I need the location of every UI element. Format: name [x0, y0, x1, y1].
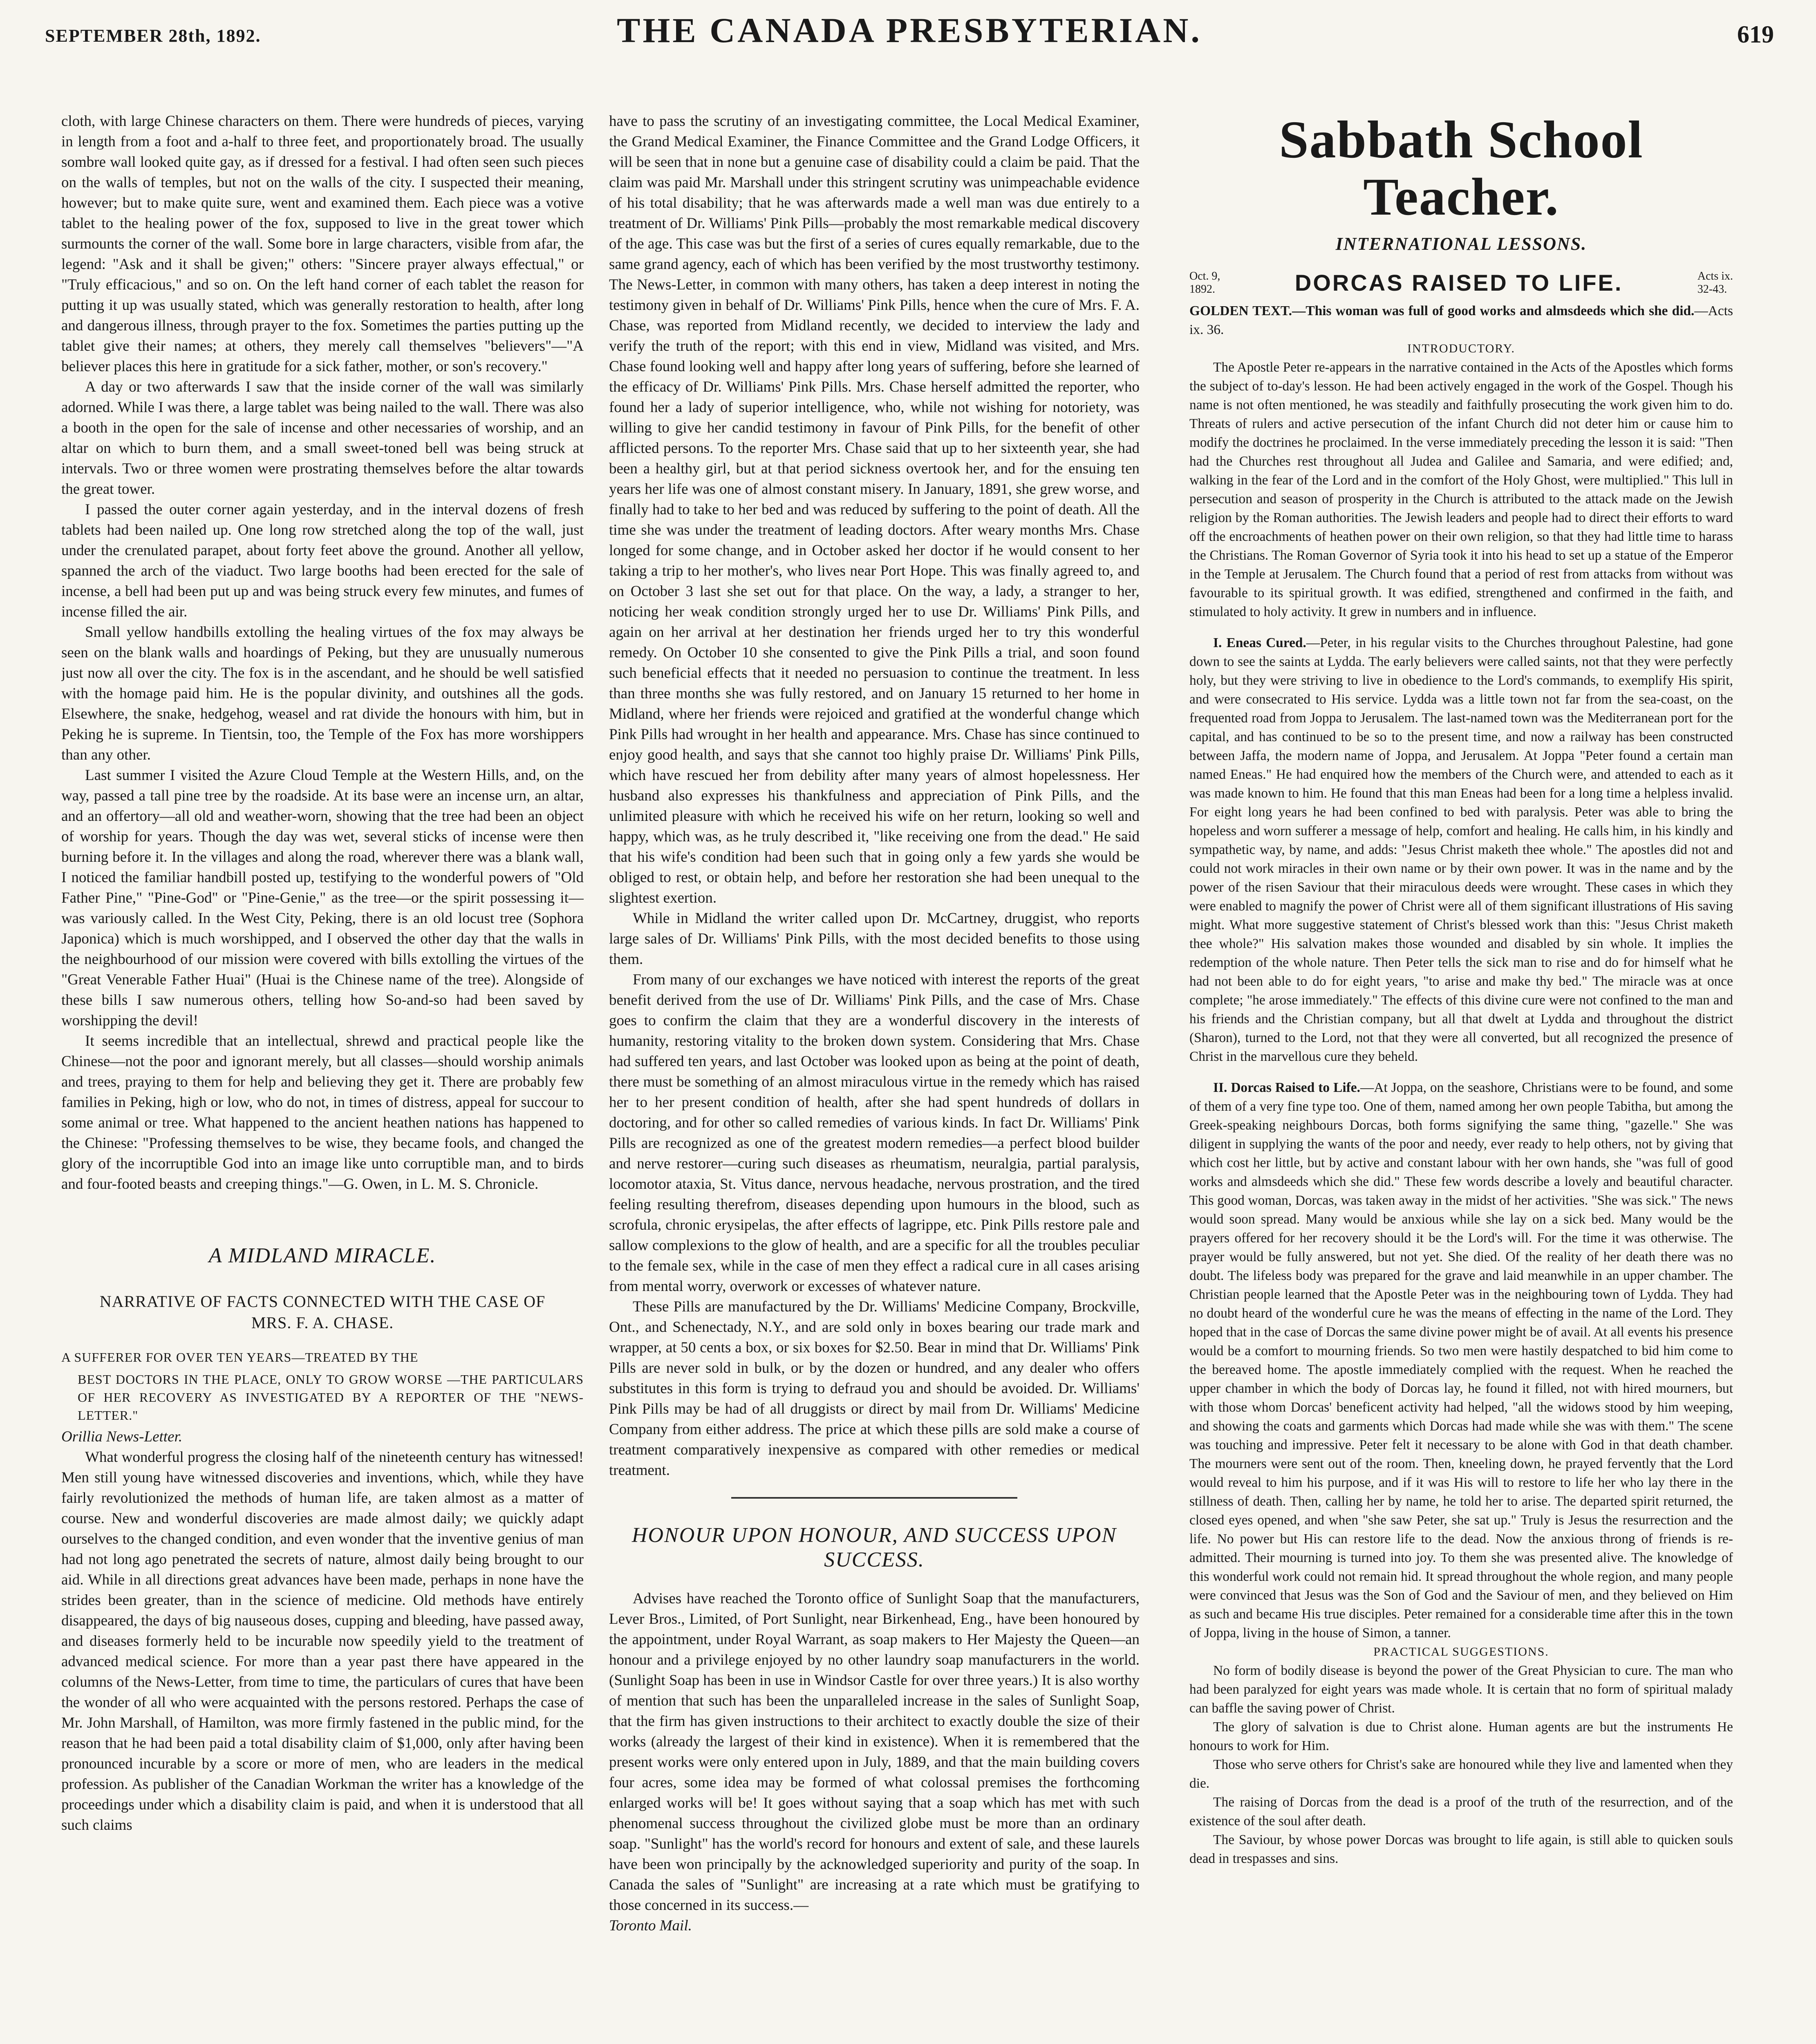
page-number: 619 — [1737, 21, 1774, 48]
issue-date: SEPTEMBER 28th, 1892. — [45, 26, 261, 46]
lesson-section-heading: II. Dorcas Raised to Life. — [1213, 1080, 1360, 1095]
lesson-date-line: Oct. 9, — [1189, 270, 1220, 282]
section-divider — [731, 1497, 1017, 1499]
suggestion-paragraph: The Saviour, by whose power Dorcas was brought to life again, is still able to quicken souls dead in trespasses and sins. — [1189, 1832, 1733, 1866]
lesson-reference-line: Acts ix. — [1697, 270, 1733, 282]
introductory-heading: INTRODUCTORY. — [1407, 342, 1516, 355]
article-deck: BEST DOCTORS IN THE PLACE, ONLY TO GROW WORSE —THE PARTICULARS OF HER RECOVERY AS INVESTIGATED BY A REPORTER OF THE "NEWS-LETTER." — [78, 1372, 584, 1423]
newspaper-title: THE CANADA PRESBYTERIAN. — [617, 11, 1202, 50]
article-paragraph: cloth, with large Chinese characters on them. There were hundreds of pieces, varying in length from a foot and a-half to three feet, and proportionately broad. The usually sombre wall looked quite gay, as if dressed for a festival. I had often seen such pieces on the walls of temples, but not on the walls of the city. I suspected their meaning, however; but to make quite sure, went and examined them. Each piece was a votive tablet to the healing power of the fox, supposed to live in the great tower which surmounts the corner of the wall. Some bore in large characters, visible from afar, the legend: "Ask and it shall be given;" others: "Sincere prayer always effectual," or "Truly efficacious," and so on. On the left hand corner of each tablet the reason for putting it up was usually stated, which was generally restoration to health, after long and dangerous illness, through prayer to the fox. Sometimes the parties putting up the tablet give their names; at others, they merely call themselves "believers"—"A believer places this here in gratitude for a sick father, mother, or son's recovery." — [61, 113, 584, 375]
suggestion-paragraph: No form of bodily disease is beyond the power of the Great Physician to cure. The man who had been paralyzed for eight years was made whole. It is certain that no form of spiritual malady can baffle the saving power of Christ. — [1189, 1663, 1733, 1716]
practical-suggestions-heading: PRACTICAL SUGGESTIONS. — [1373, 1645, 1549, 1659]
article-paragraph: have to pass the scrutiny of an investigating committee, the Local Medical Examiner, the Grand Medical Examiner, the Finance Committee and the Grand Lodge Officers, it will be seen that in none but a genuine case of disability could a claim be paid. That the claim was paid Mr. Marshall under this stringent scrutiny was unimpeachable evidence of his total disability; that he was afterwards made a well man was due entirely to a treatment of Dr. Williams' Pink Pills—probably the most remarkable medical discovery of the age. This case was but the first of a series of cures equally remarkable, due to the same grand agency, each of which has been verified by the most trustworthy testimony. The News-Letter, in common with many others, has taken a deep interest in noting the testimony given in behalf of Dr. Williams' Pink Pills, hence when the cure of Mrs. F. A. Chase, was reported from Midland recently, we decided to interview the lady and verify the truth of the report; with this end in view, Midland was visited, and Mrs. Chase found looking well and happy after long years of suffering, before she learned of the efficacy of Dr. Williams' Pink Pills. Mrs. Chase herself admitted the reporter, who found her a lady of superior intelligence, who, while not wishing for notoriety, was willing to give her candid testimony in favour of Pink Pills, for the benefit of other afflicted persons. To the reporter Mrs. Chase said that up to her sixteenth year, she had been a healthy girl, but at that period sickness overtook her, and for the ensuing ten years her life was one of almost constant misery. In January, 1891, she grew worse, and finally had to take to her bed and was reduced by suffering to the point of death. All the time she was under the treatment of leading doctors. After weary months Mrs. Chase longed for some change, and in October asked her doctor if he would consent to her taking a trip to her mother's, who lives near Port Hope. This was finally agreed to, and on October 3 last she set out for that place. On the way, a lady, a stranger to her, noticing her weak condition strongly urged her to use Dr. Williams' Pink Pills, and again on her arrival at her destination her friends urged her to try this wonderful remedy. On October 10 she consented to give the Pink Pills a trial, and soon found such beneficial effects that it needed no persuasion to continue the treatment. In less than three months she was fully restored, and on January 15 returned to her home in Midland, where her friends were rejoiced and gratified at the wonderful change which Pink Pills had wrought in her health and appearance. Mrs. Chase has since continued to enjoy good health, and says that she cannot too highly praise Dr. Williams' Pink Pills, which have rescued her from debility after many years of almost hopelessness. Her husband also expresses his thankfulness and appreciation of Pink Pills, and the unlimited pleasure with which he received his wife on her return, looking so well and happy, which was, as he truly described it, "like receiving one from the dead." He said that his wife's condition had been such that in going only a few yards she would be obliged to rest, or obtain help, and before her restoration she had been unequal to the slightest exertion. — [609, 113, 1140, 906]
midland-miracle-heading: A MIDLAND MIRACLE. — [208, 1244, 437, 1267]
lesson-title: DORCAS RAISED TO LIFE. — [1294, 270, 1623, 296]
article-paragraph: Last summer I visited the Azure Cloud Temple at the Western Hills, and, on the way, passed a tall pine tree by the roadside. At its base were an incense urn, an altar, and an offertory—all old and weather-worn, showing that the tree had been an object of worship for years. Though the day was wet, several sticks of incense were then burning before it. In the villages and along the road, wherever there was a blank wall, I noticed the familiar handbill posted up, testifying to the wonderful powers of "Old Father Pine," "Pine-God" or "Pine-Genie," as the tree—or the spirit possessing it—was variously called. In the West City, Peking, there is an old locust tree (Sophora Japonica) which is much worshipped, and I observed the other day that the walls in the neighbourhood of our mission were covered with bills extolling the virtues of the "Great Venerable Father Huai" (Huai is the Chinese name of the tree). Alongside of these bills I saw numerous others, telling how So-and-so had been saved by worshipping the devil! — [61, 767, 584, 1029]
lesson-section-eneas — [1189, 634, 1733, 1066]
section-subheading: INTERNATIONAL LESSONS. — [1335, 234, 1587, 254]
article-paragraph: While in Midland the writer called upon Dr. McCartney, druggist, who reports large sales of Dr. Williams' Pink Pills, with the most decided benefits to those using them. — [609, 910, 1140, 968]
lesson-title-row — [1189, 270, 1733, 296]
article-paragraph: Small yellow handbills extolling the healing virtues of the fox may always be seen on the blank walls and hoardings of Peking, but they are unusually numerous just now all over the city. The fox is in the ascendant, and he should be well satisfied with the homage paid him. He is the popular divinity, and outshines all the gods. Elsewhere, the snake, hedgehog, weasel and rat divide the honours with him, but in Peking he is supreme. In Tientsin, too, the Temple of the Fox has more worshippers than any other. — [61, 624, 584, 763]
midland-miracle-subheading — [61, 1291, 584, 1334]
column-middle — [609, 111, 1140, 2044]
subheading-line: MRS. F. A. CHASE. — [251, 1313, 394, 1332]
golden-text — [1189, 302, 1733, 339]
page-header — [45, 6, 1774, 63]
subheading-line: NARRATIVE OF FACTS CONNECTED WITH THE CASE OF — [99, 1292, 546, 1311]
golden-text-reference: —Acts ix. 36. — [1189, 303, 1733, 337]
lesson-reference-line: 32-43. — [1697, 283, 1727, 296]
suggestion-paragraph: The raising of Dorcas from the dead is a proof of the truth of the resurrection, and of the existence of the soul after death. — [1189, 1795, 1733, 1829]
lesson-reference — [1697, 270, 1733, 296]
article-paragraph: From many of our exchanges we have noticed with interest the reports of the great benefit derived from the use of Dr. Williams' Pink Pills, and the case of Mrs. Chase goes to confirm the claim that they are a wonderful discovery in the interests of humanity, restoring vitality to the broken down system. Considering that Mrs. Chase had suffered ten years, and last October was looked upon as being at the point of death, there must be something of an almost miraculous virtue in the remedy which has raised her to her present condition of health, after she had spent hundreds of dollars in doctoring, and for other so called remedies of various kinds. In fact Dr. Williams' Pink Pills are recognized as one of the greatest modern remedies—a perfect blood builder and nerve restorer—curing such diseases as rheumatism, neuralgia, partial paralysis, locomotor ataxia, St. Vitus dance, nervous headache, nervous prostration, and the tired feeling resulting therefrom, diseases depending upon humours in the blood, such as scrofula, chronic erysipelas, the after effects of lagrippe, etc. Pink Pills restore pale and sallow complexions to the glow of health, and are a specific for all the troubles peculiar to the female sex, while in the case of men they effect a radical cure in all cases arising from mental worry, overwork or excesses of whatever nature. — [609, 971, 1140, 1295]
article-paragraph: What wonderful progress the closing half of the nineteenth century has witnessed! Men still young have witnessed discoveries and inventions, which, while they have fairly revolutionized the methods of human life, are taken almost as a matter of course. New and wonderful discoveries are made almost daily; we quickly adapt ourselves to the changed condition, and even wonder that the inventive genius of man had not long ago penetrated the secrets of nature, almost daily being brought to our aid. While in all directions great advances have been made, perhaps in none have the strides been greater, than in the science of medicine. Old methods have entirely disappeared, the days of big nauseous doses, cupping and bleeding, have passed away, and diseases formerly held to be incurable now speedily yield to the treatment of advanced medical science. For more than a year past there have appeared in the columns of the News-Letter, from time to time, the particulars of cures that have been the wonder of all who were acquainted with the persons restored. Perhaps the case of Mr. John Marshall, of Hamilton, was more firmly fastened in the public mind, for the reason that he had been paid a total disability claim of $1,000, only after having been pronounced incurable by a score or more of men, who are leaders in the medical profession. As publisher of the Canadian Workman the writer has a knowledge of the proceedings under which a disability claim is paid, and when it is understood that all such claims — [61, 1449, 584, 1833]
lesson-paragraph: The Apostle Peter re-appears in the narrative contained in the Acts of the Apostles which forms the subject of to-day's lesson. He had been actively engaged in the work of the Gospel. Though his name is not often mentioned, he was steadily and faithfully prosecuting the work given him to do. Threats of rulers and active persecution of the infant Church did not deter him or cause him to modify the doctrines he proclaimed. In the verse immediately preceding the lesson it is said: "Then had the Churches rest throughout all Judea and Galilee and Samaria, and were edified; and, walking in the fear of the Lord and in the comfort of the Holy Ghost, were multiplied." This lull in persecution and season of prosperity in the Church is attributed to the attack made on the Jewish religion by the Roman authorities. The Jewish leaders and people had to direct their efforts to ward off the encroachments of heathen power on their own religion, so that they had little time to harass the Christians. The Roman Governor of Syria took it into his head to set up a statue of the Emperor in the Temple at Jerusalem. The Church found that a period of rest from attacks from without was favourable to its spiritual growth. It was edified, strengthened and confirmed in the faith, and stimulated to holy activity. It grew in numbers and in influence. — [1189, 360, 1733, 619]
column-left — [61, 111, 584, 2044]
article-paragraph: I passed the outer corner again yesterday, and in the interval dozens of fresh tablets had been nailed up. One long row stretched along the top of the wall, just under the crenulated parapet, about forty feet above the ground. Another all yellow, spanned the arch of the viaduct. Two large booths had been erected for the sale of incense, a bell had been put up and was being struck every few minutes, and fumes of incense filled the air. — [61, 501, 584, 620]
lesson-section-text: —At Joppa, on the seashore, Christians were to be found, and some of them of a very fine type too. One of them, named among her own people Tabitha, but among the Greek-speaking neighbours Dorcas, both forms signifying the same thing, "gazelle." She was diligent in supplying the wants of the poor and needy, ever ready to help others, not by giving that which cost her little, but by active and constant labour with her own hands, she "was full of good works and almsdeeds which she did." These few words describe a lovely and beautiful character. This good woman, Dorcas, was taken away in the midst of her activities. "She was sick." The news would soon spread. Many would be anxious while she lay on a sick bed. Many would be the prayers offered for her recovery should it be the Lord's will. For the time it was otherwise. The prayer would be fully answered, but not yet. She died. Of the reality of her death there was no doubt. The lifeless body was prepared for the grave and laid meanwhile in an upper chamber. The Christian people learned that the Apostle Peter was in the neighbouring town of Lydda. They had no doubt heard of the wonderful cure he was the means of effecting in the name of the Lord. They hoped that in the case of Dorcas the same divine power might be of avail. At all events his presence would be a comfort to mourning friends. So two men were hastily despatched to bid him come to the bereaved home. The apostle immediately complied with the request. When he reached the upper chamber in which the body of Dorcas lay, he found it filled, not with hired mourners, but with those whom Dorcas' beneficent activity had helped, "all the widows stood by him weeping, and showing the coats and garments which Dorcas had made while she was with them." The scene was touching and impressive. Peter felt it necessary to be alone with God in that death chamber. The mourners were sent out of the room. Then, kneeling down, he prayed fervently that the Lord would reveal to him his purpose, and if it was His will to restore to life her who lay there in the stillness of death. Then, calling her by name, he told her to arise. The departed spirit returned, the closed eyes opened, and when "she saw Peter, she sat up." Truly is Jesus the resurrection and the life. No power but His can restore life to the dead. Now the anxious throng of friends is re-admitted. Their mourning is turned into joy. To them she was presented alive. The knowledge of this wonderful work could not remain hid. It spread throughout the whole region, and many people were convinced that Jesus was the Son of God and the Saviour of men, and they believed on Him as such and became His true disciples. Peter remained for a considerable time after this in the town of Joppa, living in the house of Simon, a tanner. — [1189, 1080, 1733, 1641]
lesson-date-line: 1892. — [1189, 283, 1215, 296]
article-paragraph: It seems incredible that an intellectual, shrewd and practical people like the Chinese—not the poor and ignorant merely, but all classes—should worship animals and trees, praying to them for help and believing they get it. There are probably few families in Peking, high or low, who do not, in times of distress, appeal for succour to some animal or tree. What happened to the ancient heathen nations has happened to the Chinese: "Professing themselves to be wise, they became fools, and changed the glory of the incorruptible God into an image like unto corruptible man, and to birds and four-footed beasts and creeping things."—G. Owen, in L. M. S. Chronicle. — [61, 1033, 584, 1192]
article-paragraph: These Pills are manufactured by the Dr. Williams' Medicine Company, Brockville, Ont., and Schenectady, N.Y., and are sold only in boxes bearing our trade mark and wrapper, at 50 cents a box, or six boxes for $2.50. Bear in mind that Dr. Williams' Pink Pills are never sold in bulk, or by the dozen or hundred, and any dealer who offers substitutes in this form is trying to defraud you and should be avoided. Dr. Williams' Pink Pills may be had of all druggists or direct by mail from Dr. Williams' Medicine Company from either address. The price at which these pills are sold make a course of treatment comparatively inexpensive as compared with other remedies or medical treatment. — [609, 1298, 1140, 1479]
masthead-sabbath-school-teacher: Sabbath School Teacher. — [1279, 111, 1644, 226]
lesson-section-heading: I. Eneas Cured. — [1213, 635, 1306, 650]
lesson-date — [1189, 270, 1220, 296]
suggestion-paragraph: The glory of salvation is due to Christ alone. Human agents are but the instruments He honours to work for Him. — [1189, 1719, 1733, 1753]
article-paragraph: A day or two afterwards I saw that the inside corner of the wall was similarly adorned. While I was there, a large tablet was being nailed to the wall. There was also a booth in the open for the sale of incense and other necessaries of worship, and an altar on which to burn them, and a small sweet-toned bell was being struck at intervals. Two or three women were prostrating themselves before the altar towards the great tower. — [61, 379, 584, 498]
honour-heading: HONOUR UPON HONOUR, AND SUCCESS UPON SUCCESS. — [631, 1524, 1117, 1571]
suggestion-paragraph: Those who serve others for Christ's sake are honoured while they live and lamented when they die. — [1189, 1757, 1733, 1791]
lesson-section-text: —Peter, in his regular visits to the Churches throughout Palestine, had gone down to see the saints at Lydda. The early believers were called saints, not that they were perfectly holy, but they were striving to live in obedience to the Lord's commands, to exemplify His spirit, and were consecrated to His service. Lydda was a little town not far from the sea-coast, on the frequented road from Joppa to Jerusalem. The last-named town was the Mediterranean port for the capital, and has continued to be so to the present time, and now a railway has been constructed between Jaffa, the modern name of Joppa, and Jerusalem. At Joppa "Peter found a certain man named Eneas." He had enquired how the members of the Church were, and attended to each as it was made known to him. He found that this man Eneas had been for a long time a helpless invalid. For eight long years he had been confined to bed with paralysis. Peter was able to bring the hopeless and worn sufferer a message of help, comfort and healing. He calls him, in his kindly and sympathetic way, by name, and adds: "Jesus Christ maketh thee whole." The apostles did not and could not work miracles in their own name or by their own power. It was in the name and by the power of the risen Saviour that their miraculous deeds were wrought. These cases in which they were enabled to magnify the power of Christ were all of them significant illustrations of His saving might. What more suggestive statement of Christ's blessed work than this: "Jesus Christ maketh thee whole?" His salvation makes those wounded and disabled by sin whole. It implies the redemption of the whole nature. Then Peter tells the sick man to rise and do for himself what he had not been able to do for eight years, "to arise and make thy bed." The miracle was at once complete; "he arose immediately." The effects of this divine cure were not confined to the man and his friends and the Christian company, but all that dwelt at Lydda and throughout the district (Sharon), turned to the Lord, not that they were all converted, but all recognized the presence of Christ in the marvellous cure they beheld. — [1189, 635, 1733, 1064]
column-right — [1189, 111, 1733, 2044]
article-dateline: Orillia News-Letter. — [61, 1428, 183, 1445]
article-deck: A SUFFERER FOR OVER TEN YEARS—TREATED BY THE — [61, 1350, 419, 1365]
lesson-section-dorcas — [1189, 1078, 1733, 1643]
article-source: Toronto Mail. — [609, 1917, 692, 1934]
article-paragraph: Advises have reached the Toronto office of Sunlight Soap that the manufacturers, Lever Bros., Limited, of Port Sunlight, near Birkenhead, Eng., have been honoured by the appointment, under Royal Warrant, as soap makers to Her Majesty the Queen—an honour and a privilege enjoyed by no other laundry soap manufacturers in the world. (Sunlight Soap has been in use in Windsor Castle for over three years.) It is also worthy of mention that such has been the unparalleled increase in the sales of Sunlight Soap, that the firm has given instructions to their architect to exactly double the size of their works (already the largest of their kind in existence). When it is remembered that the present works were only entered upon in July, 1889, and that the main building covers four acres, some idea may be formed of what colossal premises the forthcoming enlarged works will be! It goes without saying that a soap which has met with such phenomenal success throughout the civilized globe must be more than an ordinary soap. "Sunlight" has the world's record for honours and extent of sale, and these laurels have been won principally by the acknowledged superiority and purity of the soap. In Canada the sales of "Sunlight" are increasing at a rate which must be gratifying to those concerned in its success.— — [609, 1590, 1140, 1914]
golden-text-body: GOLDEN TEXT.—This woman was full of good works and almsdeeds which she did. — [1189, 303, 1695, 318]
